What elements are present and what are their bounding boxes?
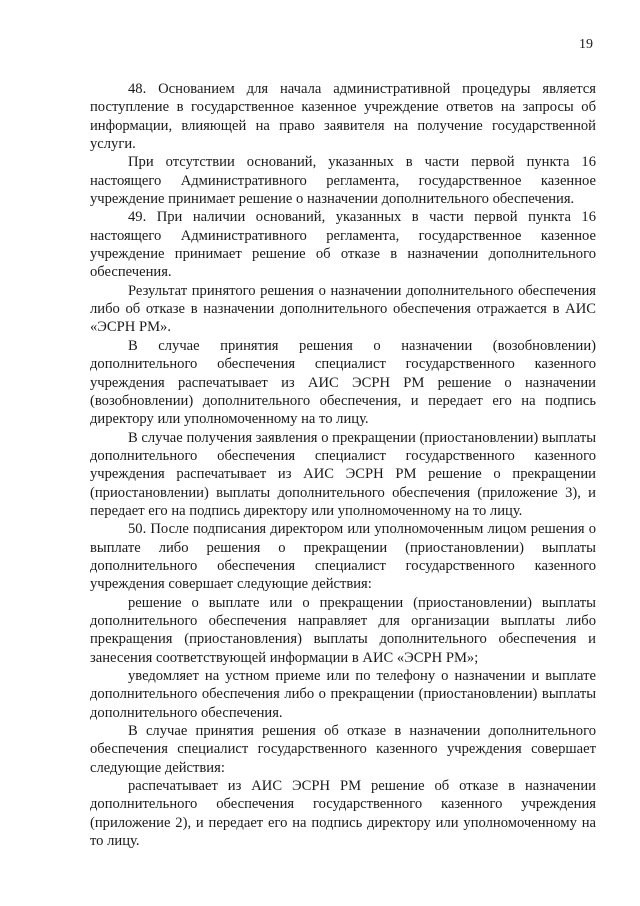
page-number: 19 (579, 37, 593, 52)
paragraph-termination-request: В случае получения заявления о прекращении (приостановлении) выплаты дополнительного обеспечения специалист государственного казенного учреждения распечатывает из АИС ЭСРН РМ решение о прекращении (приостановлении) выплаты дополнительного обеспечения (приложение 3), и передает его на подпись директору или уполномоченному на то лицу. (90, 429, 596, 519)
paragraph-refusal-case: В случае принятия решения об отказе в назначении дополнительного обеспечения специалист государственного казенного учреждения совершает следующие действия: (90, 723, 596, 776)
paragraph-50: 50. После подписания директором или уполномоченным лицом решения о выплате либо решения о прекращении (приостановлении) выплаты дополнительного обеспечения специалист государственного казенного учреждения совершает следующие действия: (90, 521, 596, 593)
document-body (90, 80, 596, 850)
paragraph-assignment-decision: В случае принятия решения о назначении (возобновлении) дополнительного обеспечения специалист государственного казенного учреждения распечатывает из АИС ЭСРН РМ решение о назначении (возобновлении) дополнительного обеспечения, и передает его на подпись директору или уполномоченному на то лицу. (90, 337, 596, 428)
paragraph-48: 48. Основанием для начала административной процедуры является поступление в государственное казенное учреждение ответов на запросы об информации, влияющей на право заявителя на получение государственной услуги. (90, 81, 596, 153)
paragraph-decision-result: Результат принятого решения о назначении дополнительного обеспечения либо об отказе в назначении дополнительного обеспечения отражается в АИС «ЭСРН РМ». (90, 282, 596, 336)
paragraph-action-print-refusal: распечатывает из АИС ЭСРН РМ решение об отказе в назначении дополнительного обеспечения государственного казенного учреждения (приложение 2), и передает его на подпись директору или уполномоченному на то лицу. (90, 778, 596, 850)
paragraph-action-payment-decision: решение о выплате или о прекращении (приостановлении) выплаты дополнительного обеспечения направляет для организации выплаты либо прекращения (приостановления) выплаты дополнительного обеспечения и занесения соответствующей информации в АИС «ЭСРН РМ»; (90, 594, 596, 666)
paragraph-no-grounds: При отсутствии оснований, указанных в части первой пункта 16 настоящего Административного регламента, государственное казенное учреждение принимает решение о назначении дополнительного обеспечения. (90, 154, 596, 208)
paragraph-action-notify: уведомляет на устном приеме или по телефону о назначении и выплате дополнительного обеспечения либо о прекращении (приостановлении) выплаты дополнительного обеспечения. (90, 668, 596, 721)
paragraph-49: 49. При наличии оснований, указанных в части первой пункта 16 настоящего Административного регламента, государственное казенное учреждение принимает решение об отказе в назначении дополнительного обеспечения. (90, 209, 596, 281)
